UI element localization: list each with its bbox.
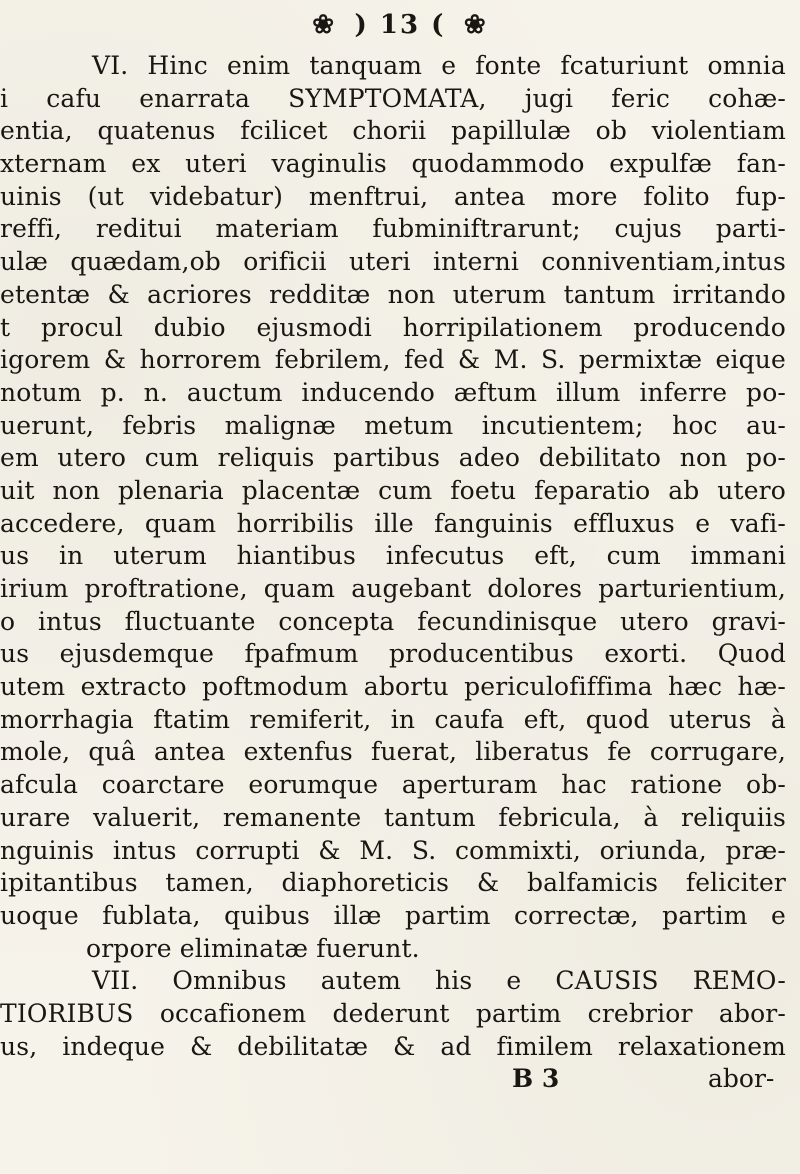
page-footer — [0, 1063, 800, 1096]
page-header — [0, 6, 800, 41]
catchword: abor- — [708, 1064, 775, 1094]
page-number: ) 13 ( — [354, 10, 446, 40]
flower-ornament-icon: ❀ — [312, 10, 337, 40]
text-line: us ejusdemque fpafmum producentibus exorti. Quod — [0, 639, 786, 669]
text-line: uit non plenaria placentæ cum foetu feparatio ab utero — [0, 475, 786, 505]
text-line: accedere, quam horribilis ille fanguinis effluxus e vafi- — [0, 508, 786, 538]
body-text — [0, 50, 800, 1096]
text-line: morrhagia ftatim remiferit, in caufa eft, quod uterus à — [0, 704, 786, 734]
text-line: VI. Hinc enim tanquam e fonte fcaturiunt omnia — [92, 51, 786, 80]
text-line: irium proftratione, quam augebant dolores parturientium, — [0, 574, 786, 603]
text-line: em utero cum reliquis partibus adeo debilitato non po- — [0, 443, 786, 473]
text-line: xternam ex uteri vaginulis quodammodo expulfæ fan- — [0, 149, 786, 179]
text-line: orpore eliminatæ fuerunt. — [86, 933, 420, 963]
text-line: entia, quatenus fcilicet chorii papillulæ ob violentiam — [0, 116, 786, 146]
text-line: urare valuerit, remanente tantum febricula, à reliquiis — [0, 802, 786, 832]
text-line: nguinis intus corrupti & M. S. commixti, oriunda, præ- — [0, 835, 786, 865]
text-line: TIORIBUS occafionem dederunt partim crebrior abor- — [0, 998, 786, 1028]
text-line: ipitantibus tamen, diaphoreticis & balfamicis feliciter — [0, 868, 786, 898]
text-line: uinis (ut videbatur) menftrui, antea more folito fup- — [0, 181, 786, 211]
signature-mark: B 3 — [512, 1064, 560, 1094]
text-line: reffi, reditui materiam fubminiftrarunt; cujus parti- — [0, 214, 786, 244]
text-line: uoque fublata, quibus illæ partim correctæ, partim e — [0, 900, 786, 930]
text-line: i cafu enarrata SYMPTOMATA, jugi feric cohæ- — [0, 83, 786, 113]
text-line: etentæ & acriores redditæ non uterum tantum irritando — [0, 279, 786, 309]
text-line: VII. Omnibus autem his e CAUSIS REMO- — [92, 966, 786, 996]
text-line: mole, quâ antea extenfus fuerat, liberatus fe corrugare, — [0, 737, 786, 767]
text-line: ulæ quædam,ob orificii uteri interni conniventiam,intus — [0, 247, 786, 277]
text-line: notum p. n. auctum inducendo æftum illum inferre po- — [0, 377, 786, 407]
text-line: utem extracto poftmodum abortu periculofiffima hæc hæ- — [0, 672, 786, 702]
flower-ornament-icon: ❀ — [463, 10, 488, 40]
text-line: afcula coarctare eorumque aperturam hac ratione ob- — [0, 770, 786, 800]
text-line: uerunt, febris malignæ metum incutientem; hoc au- — [0, 410, 786, 440]
text-line: us in uterum hiantibus infecutus eft, cum immani — [0, 541, 786, 571]
text-line: o intus fluctuante concepta fecundinisque utero gravi- — [0, 606, 786, 636]
text-line: igorem & horrorem febrilem, fed & M. S. permixtæ eique — [0, 345, 786, 375]
text-line: t procul dubio ejusmodi horripilationem producendo — [0, 312, 786, 342]
text-line: us, indeque & debilitatæ & ad fimilem relaxationem — [0, 1031, 786, 1061]
